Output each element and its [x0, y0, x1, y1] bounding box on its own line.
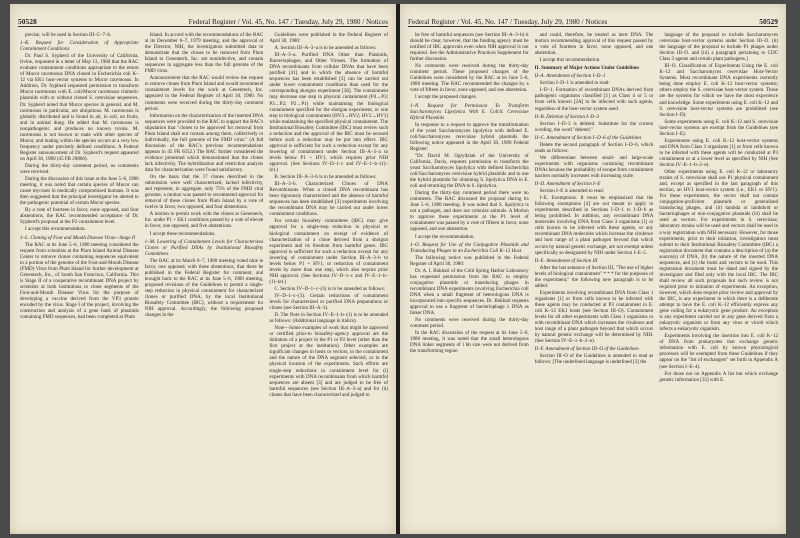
paragraph: III–A–3–a. Purified DNA Other than Plasmids, Bacteriophages, and Other Viruses. The formation of DNA recombinants from cellular DNAs that have been purified [41] and in which the absence of harmful sequences has been established [3] can be carried out under lower containment conditions than used for the corresponding shotgun experiment [36]. The containment may decrease one step in physical containment (P4→P3; P3→P2; P2→P1) while maintaining the biological containment specified for the shotgun experiment, or one step in biological containment (HV3→HV2; HV2→HV1) while maintaining the specified physical containment. The Institutional Biosafety Committee (IBC) must review such a reduction and the approval of the IBC must be secured before such a reduction may be put into effect. IBC approval is sufficient for such a reduction except for any lowering of containment under Section III–A–3–a to levels below P1 + HV1, which requires prior NIH approval. (See Sections IV–D–1–c and IV–E–1–b–(1)–(e).) [269, 52, 389, 174]
paragraph: language of the proposal to include Saccharomyces cerevisiae host-vector systems under Section III–O. (ii) the language of the proposal to include P1 phages under Section III–O. and (iii) a paragraph pertaining to CDC Class 3 agents and certain plant pathogens.] [659, 32, 779, 63]
section-heading: II. Summary of Major Actions Under Guidelines [534, 65, 640, 72]
paragraph: Other experiments using E. coli K–12 or laboratory strains of S. cerevisiae shall use P1 physical containment and, except as specified in the last paragraph of this section, an HV1 host-vector system (i.e., EK1 or HV1). For these experiments, the vector shall not contain conjugation-proficient plasmids or generalized transducing phages, and (ii) lambda or lambdoid or bacteriophages or non-conjugative plasmids (iii) shall be used as vectors. For experiments in S. cerevisiae, laboratory strains will be used and vectors shall be used in a way registration with NIH necessary. However, for those experiments, prior to their initiation, investigators must submit to their Institutional Biosafety Committee (IBC) a registration document that contains a description of (a) the source(s) of DNA, (b) the nature of the inserted DNA sequences, and (c) the hosts and vectors to be used. This registration document must be dated and signed by the investigator and filed only with the local IBC. The IBC shall review all such proposals but such review is not required prior to initiation of experiments. An exception, however, which does require prior review and approval by the IBC, is any experiment in which there is a deliberate attempt to have the E. coli K–12 efficiently express any gene coding for a eukaryotic gene product. An exception is any experiment carried out in any gene derived from a eukaryotic organism or from any virus or viroid which infects a eukaryotic organism. [659, 169, 779, 333]
section-heading: II–E. Amendment of Section III [534, 257, 598, 264]
paragraph: A motion to permit work with the clones at Genentech, Inc. under P1 + EK1 conditions passed by a vote of eleven in favor, one opposed, and five abstentions. [144, 211, 264, 230]
paragraph: Experiments involving the insertion into E. coli K–12 of DNA from prokaryotes that exchange genetic information with E. coli by known physiological processes will be exempted from these Guidelines if they appear on the "list of exchangers" set forth in Appendix A (see Section I–E–4). [659, 333, 779, 370]
right-page-number: 50529 [759, 17, 778, 26]
paragraph: C. Section IV–D–1–c–(3) is to be amended as follows: [274, 285, 385, 292]
section-heading: II–B. Deletion of Section I–D–3 [534, 113, 600, 120]
left-page-columns [20, 32, 388, 526]
paragraph: On the basis that the 17 clones described in the submission were well characterized, lacked infectivity, and represent, in aggregate, only 75% of the FMD viral genome, a motion was passed to recommend approval for removal of these clones from Plum Island by a vote of twelve in favor, two opposed, and four abstentions. [144, 174, 264, 211]
paragraph: I accept the recommendation. [415, 233, 475, 240]
section-heading: II–A. Amendment of Section I–D–1 [534, 73, 606, 80]
paragraph: D. The Note in Section IV–E–1–b–(1) is to be amended as follows: (Additional language in italics). [269, 312, 389, 325]
paragraph: Experiments using E. coli K–12 host-vector systems and DNA from Class 3 organisms [1] or from cells known to be infected with these agents will be conducted at P3 containment or at a lower level as specified by NIH (See Section IV–E–1–b–2–e). [659, 137, 779, 168]
paragraph: Dr. A. I. Bukhari of the Cold Spring Harbor Laboratory has requested permission from the RAC to employ conjugative plasmids or transducing phages in recombinant DNA experiments involving Escherichia coli DNA when a small fragment of heterologous DNA is incorporated into specific sequences. Dr. Bukhari requests approval to use a fragment of bacteriophage λ DNA as linker DNA. [410, 267, 529, 317]
paragraph: The following notice was published in the Federal Register of April 30, 1980: [410, 254, 529, 267]
paragraph: Some experiments using E. coli K–12 and S. cerevisiae host-vector systems are exempt from the Guidelines (see Section I–E). [659, 118, 779, 137]
paragraph: I–D–1. Formation of recombinant DNAs derived from pathogenic organisms classified [1] as Class 4 or 5 or from cells known [2A] to be infected with such agents, regardless of the host-vector system used. [534, 87, 654, 112]
section-heading: 1–L. Cloning of Foot and Mouth Disease Virus—Stage II [20, 234, 136, 241]
left-running-header [18, 14, 388, 27]
paragraph: A. Section III–A–3–a is to be amended as follows: [274, 45, 377, 52]
right-running-header [408, 14, 778, 27]
paragraph: I accept the proposed changes. [415, 94, 477, 101]
left-column-3 [269, 32, 388, 526]
left-page-number: 50528 [18, 17, 37, 26]
paragraph: During the thirty-day comment period, no comments were received. [20, 162, 139, 176]
paragraph: The RAC at its March 6–7, 1980 meeting voted nine in favor, one opposed, with three abstentions, that there be published in the Federal Register for comment, and brought back to the RAC at its June 5–6, 1980 meeting, proposed revisions of the Guidelines to permit a single-step reduction in physical containment for characterized clones or purified DNA, by the local Institutional Biosafety Committee (IBC), without a requirement for NIH approval. Accordingly, the following proposed changes in the [144, 257, 264, 319]
right-column-3 [659, 32, 778, 526]
paragraph: Delete the second paragraph of Section I–D–6, which reads as follows: [534, 141, 654, 154]
paragraph: I–E. Exemptions. It must be emphasized that the following exemptions [4] are not meant to apply to experiments described in Sections I–D–1 to I–D–6 as being prohibited. In addition, any recombinant DNA molecules involving DNA from Class 3 organisms [1] or cells known to be infected with these agents, or any recombinant DNA molecules which increase the virulence and host range of a plant pathogen beyond that which occurs by natural genetic exchange, are not exempt unless specifically so designated by NIH under Section I–E–5. [534, 195, 654, 256]
paragraph: By a vote of fourteen in favor, none opposed, and four abstentions, the RAC recommended acceptance of Dr. Sypherd's proposal at the P2 containment level. [20, 207, 139, 226]
paragraph: In the RAC discussion of the request at its June 5–6, 1980 meeting, it was noted that the small heterologous DNA linker segments of l kb size were not derived from the transforming region [410, 330, 529, 355]
paragraph: Section III–O of the Guidelines is amended to read as follows: [The underlined language is underlined [3] the [534, 353, 654, 366]
paragraph: No comments were received during the thirty-day comment period. These proposed changes of the Guidelines were considered by the RAC at its June 5–6, 1980 meeting. The RAC recommended the changes by a vote of fifteen in favor, none opposed, and one abstention. [410, 63, 529, 94]
paragraph: III–A–3–b. Characterized Clones of DNA Recombinants. When a cloned DNA recombinant has been rigorously characterized and the absence of harmful sequences has been established [3] experiments involving the recombinant DNA may be carried out under lower containment conditions. [269, 181, 389, 218]
paragraph: Guidelines were published in the Federal Register of April 30, 1980: [269, 32, 389, 45]
section-heading: 1–N. Request for Permission To Transform Saccharomyces Lipolytica With E. Coli/S. Cerevisiae Hybrid Plasmids [410, 102, 529, 121]
right-column-2 [535, 32, 654, 526]
paragraph: III–O. Classification of Experiments Using the E. coli K–12 and Saccharomyces cerevisiae Host-Vector Systems. Most recombinant DNA experiments currently being done employ E. coli K–12 host-vector systems; others employ the S. cerevisiae host-vector system. These are the systems for which we have the most experience and knowledge. Some experiments using E. coli K–12 and S. cerevisiae host-vector systems are prohibited (see Section I–D). [659, 63, 779, 118]
paragraph: We differentiate between small- and large-scale experiments with organisms containing recombinant DNAs because the probability of escape from containment barriers normally increases with increasing scale. [534, 154, 654, 179]
paragraph: In response to a request to approve the transformation of the yeast Saccharomyces lipolytica with defined E. coli/Saccharomyces cerevisiae hybrid plasmids the following notice appeared in the April 30, 1980 Federal Register: [410, 121, 529, 152]
paragraph: Announcement that the RAC would review the request to remove clones from Plum Island and would recommend containment levels for the work at Genentech, Inc. appeared in the Federal Register of April 30, 1980. No comments were received during the thirty-day comment period. [144, 75, 264, 112]
paragraph: During the discussion of this issue at the June 5–6, 1980 meeting, it was noted that certain species of Mucor can cause mycoses in medically compromised humans. It was then suggested that the principal investigator be alerted to the pathogenic potential of certain Mucor species. [20, 176, 139, 207]
left-column-2 [145, 32, 264, 526]
paragraph: Note—Some examples of work that might be approved or certified prior-to biosafety-agency approval are the initiation of a project in the P1 or P2 level (other than the first project at the institution). Other examples are significant changes in hosts or vectors, in the containment and the nature of the DNA segment selected, or in the physical location of the experiments. Such efforts are single-step reductions in containment level for (i) experiments with DNA recombinants from which harmful sequences are absent [3] and are judged to be free of harmful sequences (see Section III–A–3–a) and for (ii) clones that have been characterized and judged to [269, 325, 389, 398]
paragraph: For those not on Appendix A list but which exchange genetic information [35] with E. [659, 370, 779, 383]
left-running-head: Federal Register / Vol. 45, No. 147 / Tuesday, July 29, 1980 / Notices [188, 18, 388, 26]
section-heading: II–D. Amendment of Section I–E [534, 181, 601, 188]
paragraph: I accept this recommendation. [539, 57, 601, 64]
section-heading: II–C. Amendment of Section I–D–6 of the Guidelines [534, 134, 642, 141]
right-column-1 [410, 32, 529, 526]
paragraph: precise, will be used in Section III–C–7–b. [25, 32, 112, 38]
paragraph: After the last sentence of Section III, "The use of higher levels of biological containment" * * * for the purposes of the experiment," the following new paragraph is to be added: [534, 264, 654, 289]
paragraph: During the thirty-day comment period there were no comments. The RAC discussed the proposal during its June 5–6, 1980 meeting. It was noted that S. lipolytica is not a pathogen, and does not colonize animals. A Motion to approve these experiments at the P1 level of containment was passed by a vote of fifteen in favor, none opposed, and one abstention. [410, 190, 529, 233]
section-heading: 1–O. Request for Use of the Conjugative Plasmids and Transducing Phages in an Escherichia Coli K–12 Host. [410, 241, 529, 254]
paragraph: Experiments involving recombinant DNA from Class 1 organisms [1] or from cells known to be infected with these agents may be conducted at P3 containment in E. coli K–12 EK1 hosts (see Section III–O). Containment levels for all other experiments with Class 1 organisms or with recombinant DNA which increases the virulence and host range of a plant pathogen beyond that which occurs by natural genetic exchange will be determined by NIH. (See Section IV–E–1–b–2–e). [534, 289, 654, 345]
paragraph: I accept these recommendations. [149, 230, 216, 237]
right-page [400, 4, 786, 534]
section-heading: 1–K. Request for Consideration of Appropriate Containment Conditions [20, 40, 139, 53]
paragraph: and could, therefore, be treated as inert DNA. The motion recommending approval of this request passed by a vote of fourteen in favor, none opposed, and one abstention. [534, 32, 654, 57]
left-page [10, 4, 396, 534]
paragraph: The RAC at its June 5–6, 1980 meeting considered the request from scientists at the Plum Island Animal Disease Center to remove clones containing sequences equivalent to a portion of the genome of the Foot-and-Mouth Disease (FMD) Virus from Plum Island for further development at Genentech, Inc., of South San Francisco, California. This is Stage II of a cooperative recombinant DNA project by scientists at both institutions to clone segments of the Foot-and-Mouth Disease Virus for the purpose of developing a vaccine derived from the VP3 protein encoded by the virus. Stage I of the project, involving the construction and analysis of a gene bank of plasmids containing FMD sequences, had been completed at Plum [20, 241, 139, 321]
paragraph: For certain biosafety committees (IBC) may give approval for a single-step reduction in physical or biological containment on receipt of evidence of characterization of a clone derived from a shotgun experiment and its freedom from harmful genes. IBC approval is sufficient for such a reduction except for any lowering of containment under Section III–A–3–b to levels below P1 + HV1, or reduction of containment levels by more than one step, which also require prior NIH approval. (See Sections IV–D–1–c and IV–E–1–b–(1)–(e).) [269, 218, 389, 285]
paragraph: IV–D–1–c–(3). Certain reductions of containment levels for characterized or purified DNA preparations or clones (see Section III–A–3). [269, 292, 389, 312]
right-page-columns [410, 32, 778, 526]
paragraph: Dr. Paul S. Sypherd of the University of California, Irvine, requested in a letter of May 13, 1980 that the RAC evaluate containment conditions appropriate to the return of Mucor racemosus DNA cloned in Escherichia coli K–12 via EK1 host-vector systems to Mucor racemosus. In Addition, Dr. Sypherd requested permission to transform Mucor racemosus with E. coli/Mucor racemosus chimeric plasmids with or without cloned S. cerevisiae sequences. Dr. Sypherd noted that Mucor species in general, and M. racemosus in particular, are ubiquitous. M. racemosus is globally distributed and is found in air, in soil, on fruits, and in animal dung. He added that M. racemosus is nonpathogenic and produces no known toxins. M. racemosus is not known to mate with other species of Mucor, and mating within the species occurs at a very low frequency under precisely defined conditions. A Federal Register announcement of Dr. Sypherd's request appeared on April 30, 1980 (45 FR 28866). [20, 53, 139, 162]
paragraph: Section I–D–3 is deleted. Substitute for the current wording, the word "deleted." [534, 120, 654, 133]
paragraph: "Dr. David M. Ogrydziak of the University of California, Davis, requests permission to transform the yeast Saccharomyces lipolytica with defined Escherichia coli/Saccharomyces cerevisiae hybrid plasmids and to use the hybrid plasmids for obtaining S. lipolytica DNA in E. coli and returning the DNA to S. lipolytica. [410, 152, 529, 190]
paragraph: Information on the characterization of the inserted DNA sequences were provided to the RAC to support the RAC's stipulation that "clones to be approved for removal from Plum Island shall not contain among them, collectively or individually, the full genome of the FMD virus." (A full discussion of the RAC's previous recommendations appears in 45 FR 6552.) The RAC further considered the evidence presented which demonstrated that the clones lack infectivity. The hybridization and restriction analysis data for characterization were found satisfactory. [144, 112, 264, 174]
paragraph: Island. In accord with the recommendations of the RAC at its December 6–7, 1979 meeting, and the approval of the Director, NIH, the investigators submitted data to demonstrate that the clones to be removed from Plum Island to Genentech, Inc. are noninfective, and contain sequences in aggregate less than the full genome of the FMD virus. [144, 32, 264, 75]
section-heading: II–F. Amendment of Section III–O of the Guidelines [534, 346, 639, 353]
paragraph: be free of harmful sequences (see Section III–A–3–b) it should be clear, however, that the funding agency must be notified of IBC approvals even when NIH approval is not required. See the Administrative Practices Supplement for further discussion. [410, 32, 529, 63]
paragraph: No comments were received during the thirty-day comment period. [410, 317, 529, 330]
section-heading: 1–M. Lowering of Containment Levels for Characterized Clones or Purified DNAs by Institutional Biosafety Committees [144, 238, 264, 257]
paragraph: B. Section III–A–3–b is to be amended as follows: [274, 174, 377, 181]
paragraph: Section I–D–1 is amended to read: [539, 80, 610, 87]
right-running-head: Federal Register / Vol. 45, No. 147 / Tuesday, July 29, 1980 / Notices [408, 18, 608, 26]
left-column-1 [20, 32, 139, 526]
paragraph: Section I–E is amended to read: [539, 188, 604, 195]
paragraph: I accept this recommendation. [25, 226, 86, 233]
